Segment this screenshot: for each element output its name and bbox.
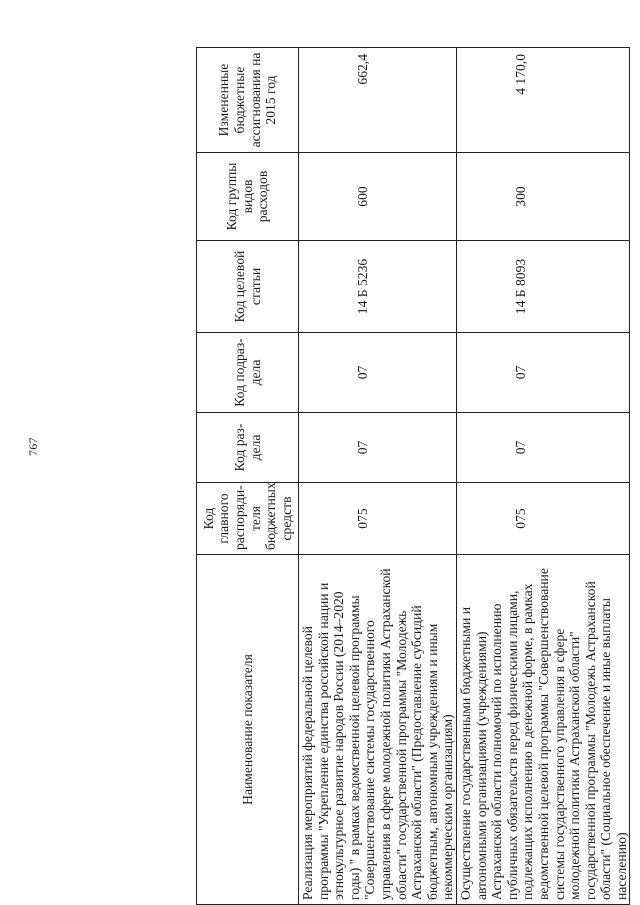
row-budget-amount: 662,4 <box>355 54 370 85</box>
header-section-code: Код раз-дела <box>197 413 299 483</box>
header-indicator-name: Наименование показателя <box>197 555 299 905</box>
header-target-article-code: Код целевой статьи <box>197 241 299 333</box>
row-target-article-code: 14 Б 5236 <box>355 258 370 315</box>
page-number: 767 <box>26 437 40 456</box>
row-indicator-name: Реализация мероприятий федеральной целевой программы "Укрепление единства российской нации и этнокультурное развитие народов России (2014–2020 годы) " в рамках ведомственной целевой программы "Совершенствование системы государственного управления в сфере молодежной политики Астраханской области" государственной программы "Молодежь Астраханской области" (Предоставление субсидий бюджетным, автономным учреждениям и иным некоммерческим организациям) <box>299 555 457 905</box>
budget-table-container <box>196 48 629 905</box>
header-budget-2015: Измененные бюджетные ассигнования на 2015 год <box>197 48 299 153</box>
header-expense-group-code: Код группы видов расходов <box>197 153 299 241</box>
row-expense-group-code: 600 <box>355 186 370 207</box>
budget-table <box>196 47 630 905</box>
header-grbs-code: Код главного распоряди-теля бюджетных средств <box>197 483 299 555</box>
row-target-article-code: 14 Б 8093 <box>512 258 528 315</box>
table-header-row <box>197 48 299 905</box>
row-budget-amount: 4 170,0 <box>512 54 528 95</box>
header-subsection-code: Код подраз-дела <box>197 333 299 413</box>
row-grbs-code: 075 <box>512 508 528 529</box>
row-subsection-code: 07 <box>512 365 528 380</box>
row-subsection-code: 07 <box>355 365 370 380</box>
row-grbs-code: 075 <box>355 508 370 529</box>
row-expense-group-code: 300 <box>512 186 528 207</box>
row-indicator-name: Осуществление государственными бюджетными и автономными организациями (учреждениями) Астраханской области полномочий по исполнению публичных обязательств перед физическими лицами, подлежащих исполнению в денежной форме, в рамках ведомственной целевой программы "Совершенствование системы государственного управления в сфере молодежной политики Астраханской области" государственной программы "Молодежь Астраханской области" (Социальное обеспечение и иные выплаты населению) <box>456 555 630 905</box>
table-row <box>299 48 457 905</box>
table-row <box>456 48 630 905</box>
row-section-code: 07 <box>355 440 370 455</box>
row-section-code: 07 <box>512 440 528 455</box>
